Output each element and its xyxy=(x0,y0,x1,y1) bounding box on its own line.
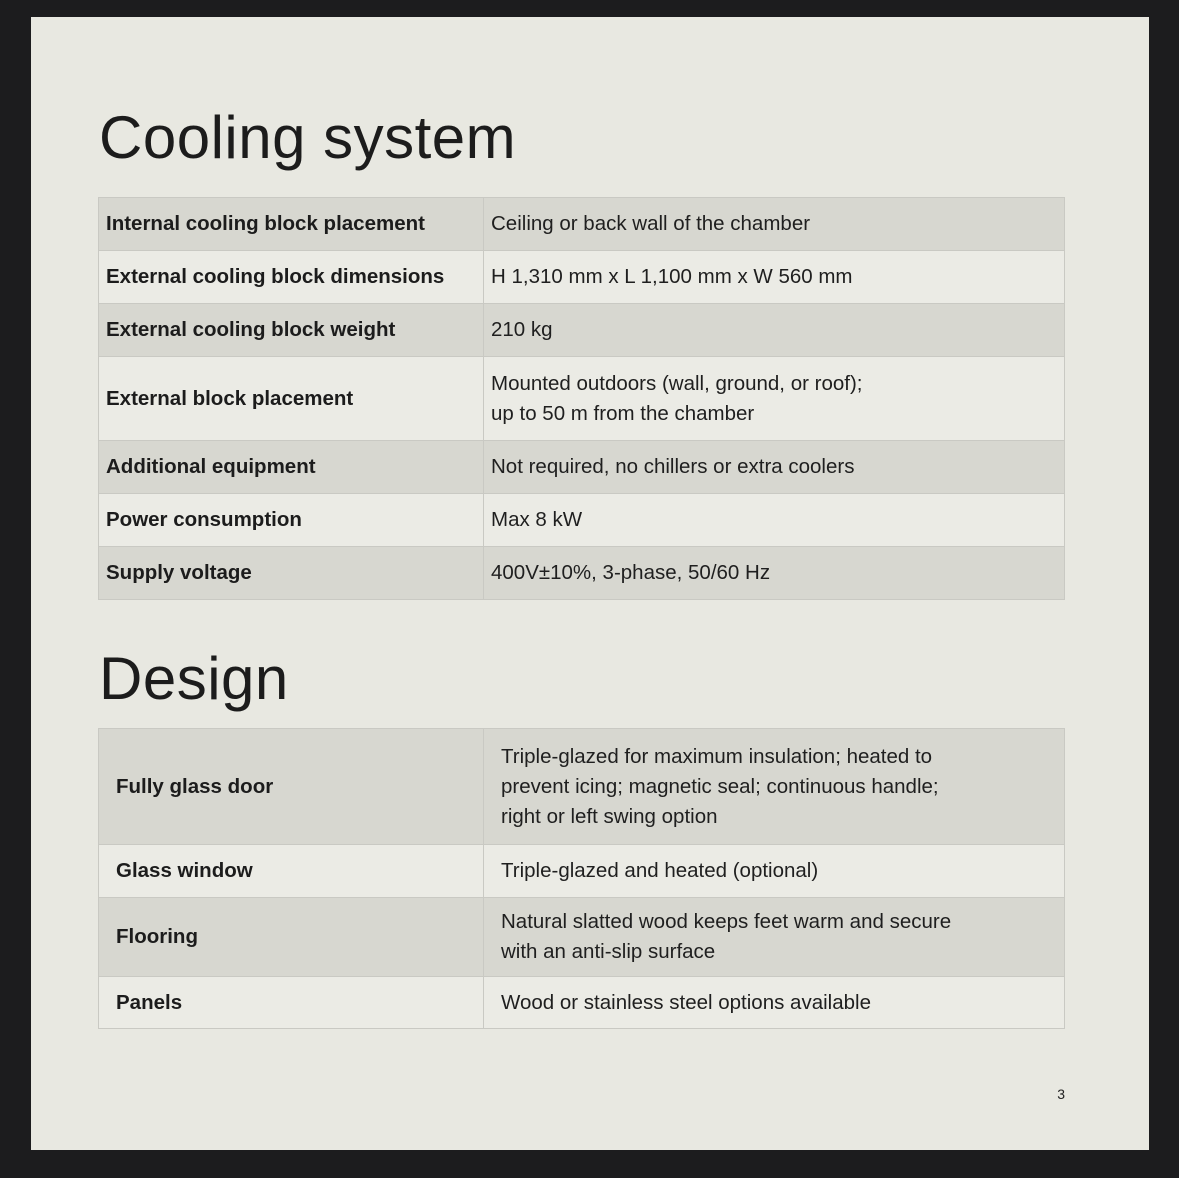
spec-label: Internal cooling block placement xyxy=(99,198,484,251)
table-row xyxy=(99,441,1065,494)
spec-value xyxy=(484,198,1065,251)
spec-value xyxy=(484,729,1065,845)
spec-label: External cooling block weight xyxy=(99,304,484,357)
spec-label: Supply voltage xyxy=(99,547,484,600)
spec-value-line: Mounted outdoors (wall, ground, or roof); xyxy=(491,371,863,395)
spec-label: Glass window xyxy=(99,845,484,898)
spec-value xyxy=(484,304,1065,357)
spec-value-line: up to 50 m from the chamber xyxy=(491,401,755,425)
spec-value-line: right or left swing option xyxy=(501,804,718,828)
table-row xyxy=(99,198,1065,251)
spec-value-line: with an anti-slip surface xyxy=(501,940,716,963)
spec-value xyxy=(484,898,1065,977)
table-row xyxy=(99,494,1065,547)
page-number: 3 xyxy=(1057,1086,1065,1102)
table-row xyxy=(99,304,1065,357)
spec-value-line: Triple-glazed and heated (optional) xyxy=(501,859,819,882)
spec-value-line: Triple-glazed for maximum insulation; heated to xyxy=(501,744,933,768)
cooling-spec-table xyxy=(98,197,1065,600)
spec-value xyxy=(484,251,1065,304)
spec-label: Fully glass door xyxy=(99,729,484,845)
spec-value xyxy=(484,494,1065,547)
spec-value xyxy=(484,845,1065,898)
spec-value-line: Natural slatted wood keeps feet warm and secure xyxy=(501,910,952,933)
table-row xyxy=(99,898,1065,977)
table-row xyxy=(99,251,1065,304)
document-page xyxy=(31,17,1149,1150)
spec-value xyxy=(484,977,1065,1029)
table-row xyxy=(99,357,1065,441)
spec-label: Additional equipment xyxy=(99,441,484,494)
spec-value xyxy=(484,441,1065,494)
design-spec-table xyxy=(98,728,1065,1029)
spec-label: Panels xyxy=(99,977,484,1029)
spec-value-line: 400V±10%, 3-phase, 50/60 Hz xyxy=(491,561,771,584)
spec-label: External cooling block dimensions xyxy=(99,251,484,304)
table-row xyxy=(99,977,1065,1029)
spec-value-line: prevent icing; magnetic seal; continuous handle; xyxy=(501,774,939,798)
spec-value-line: Ceiling or back wall of the chamber xyxy=(491,212,811,235)
spec-value-line: Not required, no chillers or extra coolers xyxy=(491,455,855,478)
spec-label: Flooring xyxy=(99,898,484,977)
spec-label: External block placement xyxy=(99,357,484,441)
spec-value-line: 210 kg xyxy=(491,318,553,341)
spec-label: Power consumption xyxy=(99,494,484,547)
design-title: Design xyxy=(99,645,289,712)
spec-value xyxy=(484,357,1065,441)
spec-value-line: Max 8 kW xyxy=(491,508,583,531)
table-row xyxy=(99,729,1065,845)
spec-value xyxy=(484,547,1065,600)
table-row xyxy=(99,845,1065,898)
spec-value-line: H 1,310 mm x L 1,100 mm x W 560 mm xyxy=(491,265,853,288)
spec-value-line: Wood or stainless steel options available xyxy=(501,990,871,1014)
cooling-system-title: Cooling system xyxy=(99,104,517,171)
table-row xyxy=(99,547,1065,600)
